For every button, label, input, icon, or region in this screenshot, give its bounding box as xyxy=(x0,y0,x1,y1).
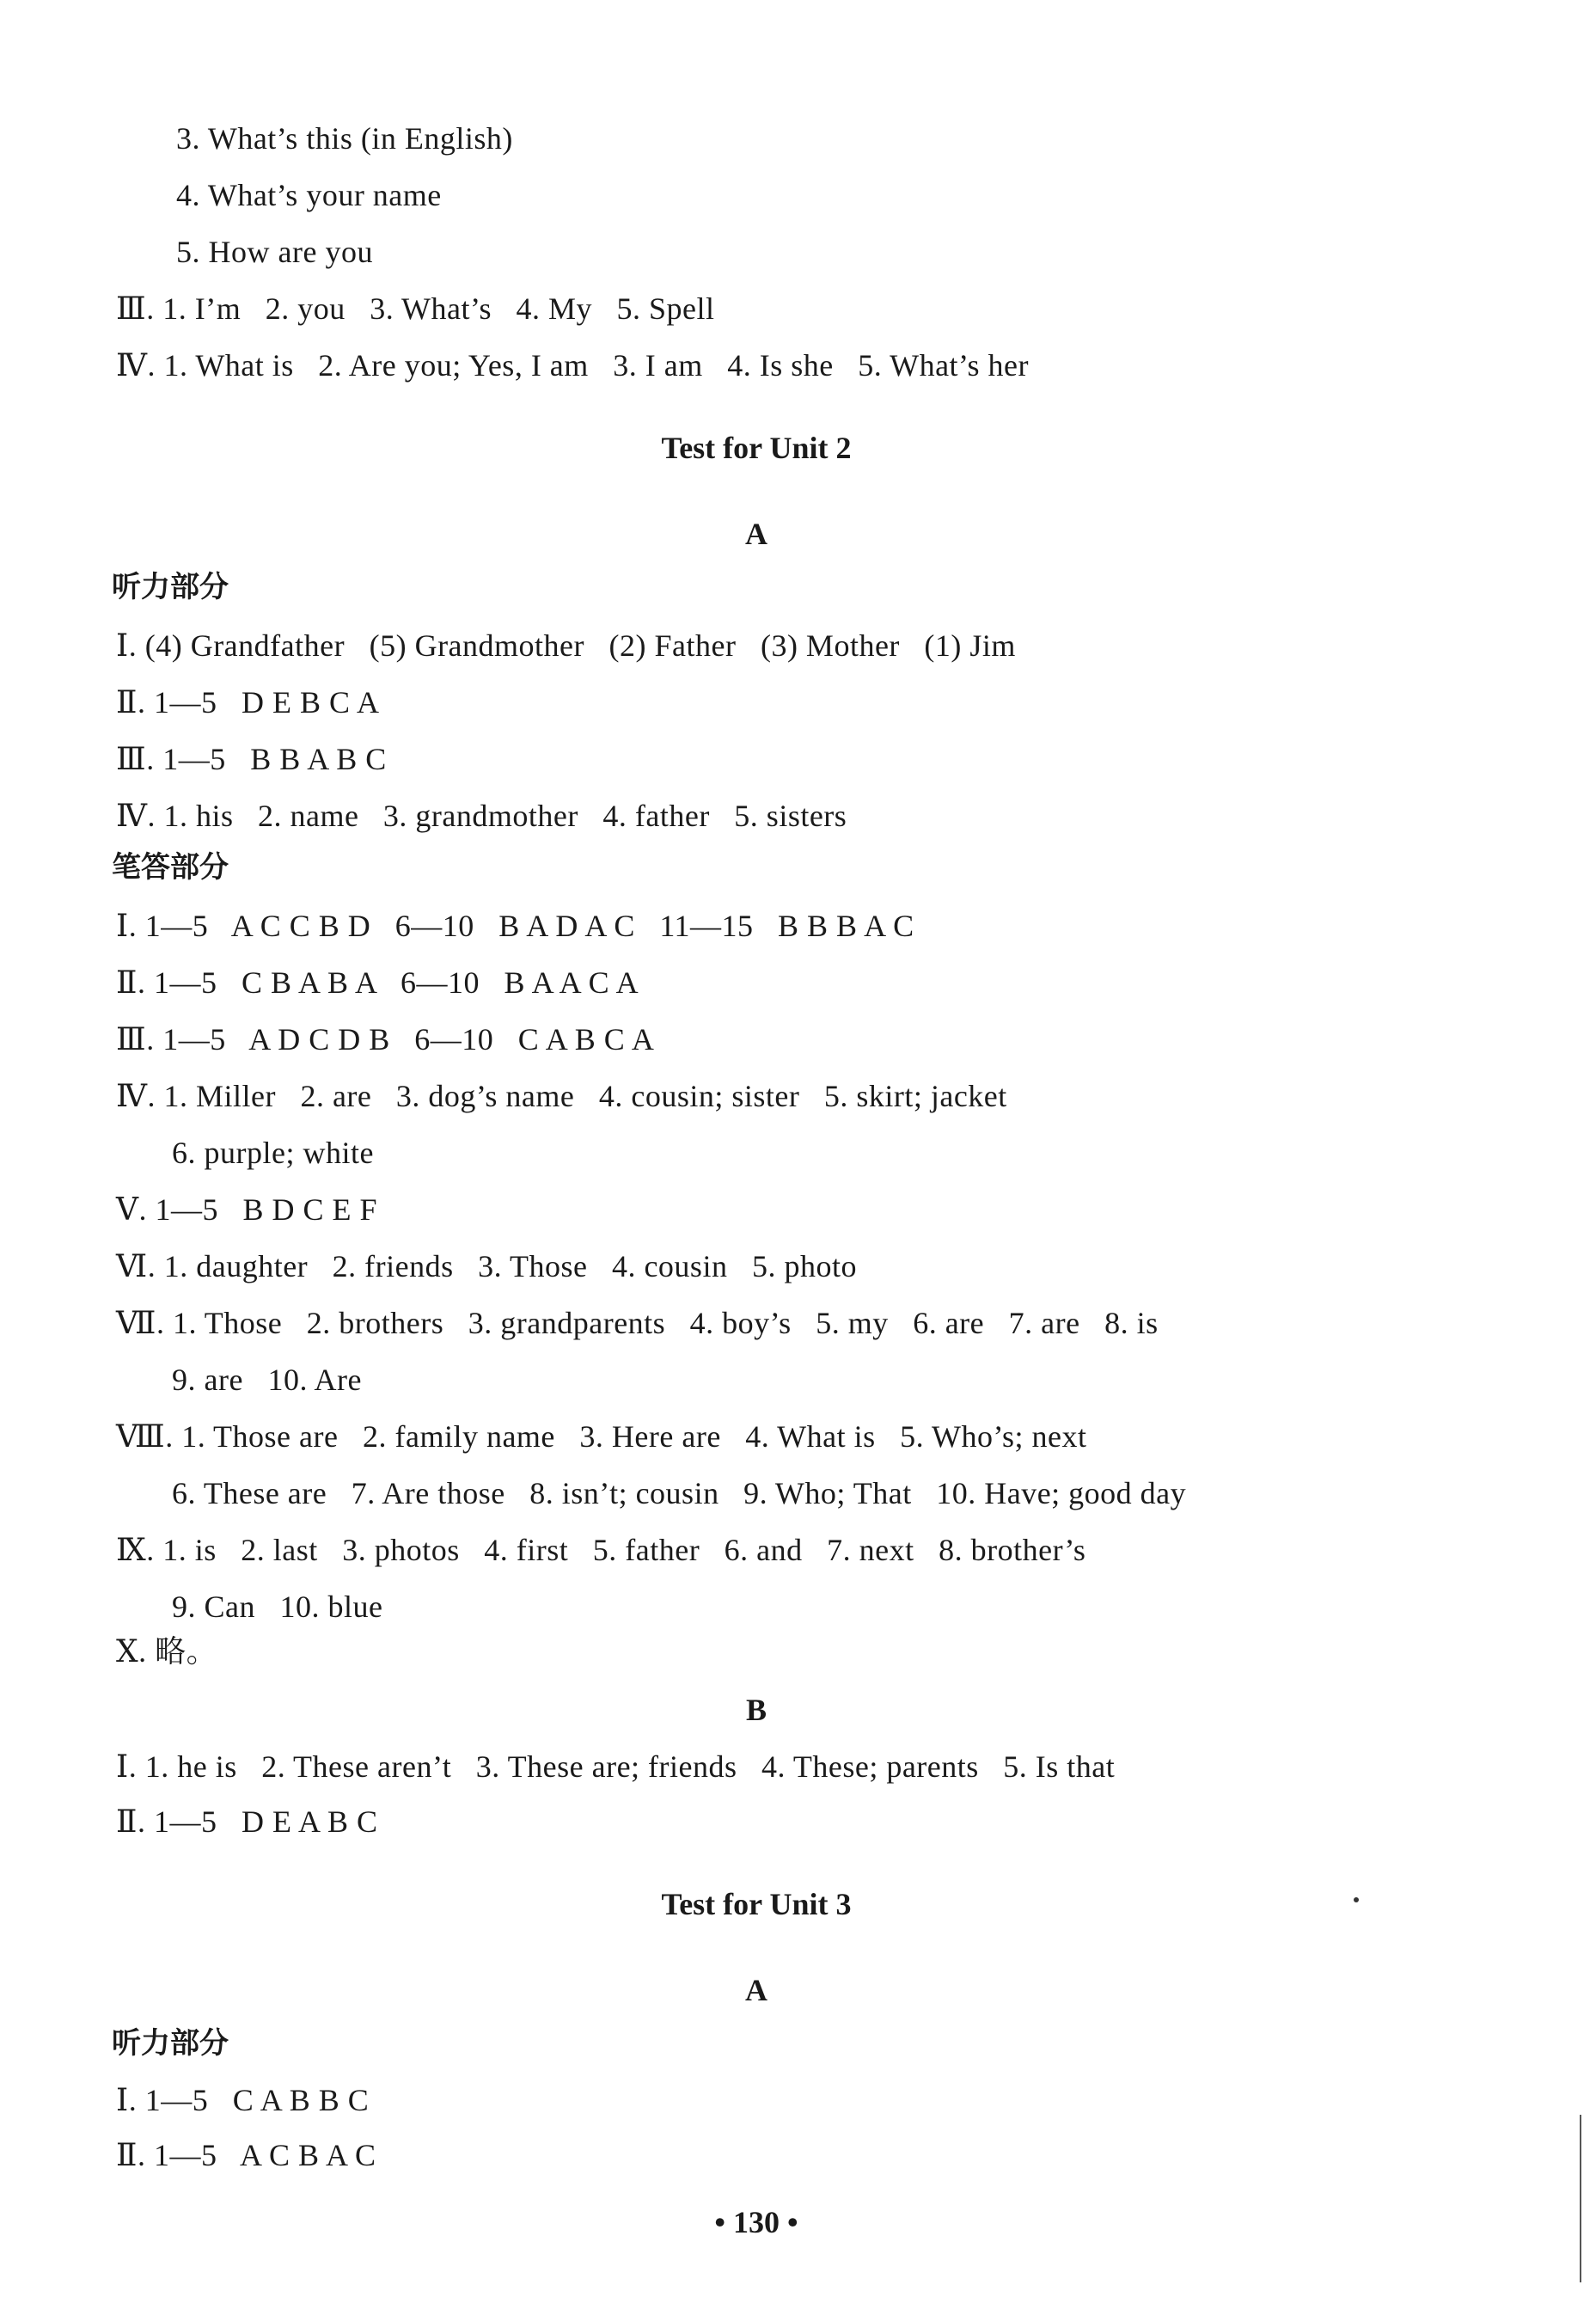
answer-line: 4. What’s your name xyxy=(176,178,442,212)
answer-line: Ⅲ. 1—5 B B A B C xyxy=(116,742,387,776)
edge-rule xyxy=(1580,2115,1581,2282)
part-heading: A xyxy=(745,517,767,551)
answer-line: Ⅵ. 1. daughter 2. friends 3. Those 4. cousin 5. photo xyxy=(116,1249,857,1283)
answer-line: Ⅳ. 1. his 2. name 3. grandmother 4. father 5. sisters xyxy=(116,799,847,833)
answer-line: 9. Can 10. blue xyxy=(172,1590,383,1624)
answer-line: 6. These are 7. Are those 8. isn’t; cousin 9. Who; That 10. Have; good day xyxy=(172,1476,1187,1510)
unit-title: Test for Unit 3 xyxy=(661,1887,852,1921)
answer-line: Ⅱ. 1—5 C B A B A 6—10 B A A C A xyxy=(116,965,639,1000)
answer-line: Ⅱ. 1—5 D E A B C xyxy=(116,1804,378,1839)
answer-line: Ⅱ. 1—5 D E B C A xyxy=(116,685,380,720)
answer-line: Ⅳ. 1. What is 2. Are you; Yes, I am 3. I am 4. Is she 5. What’s her xyxy=(116,348,1030,383)
answer-line: Ⅳ. 1. Miller 2. are 3. dog’s name 4. cousin; sister 5. skirt; jacket xyxy=(116,1079,1007,1113)
unit-title: Test for Unit 2 xyxy=(661,431,852,465)
answer-line: Ⅲ. 1—5 A D C D B 6—10 C A B C A xyxy=(116,1022,655,1057)
section-label: 听力部分 xyxy=(112,2026,229,2061)
answer-line: Ⅰ. 1—5 C A B B C xyxy=(116,2083,370,2117)
part-heading: A xyxy=(745,1973,767,2007)
answer-line: Ⅷ. 1. Those are 2. family name 3. Here are 4. What is 5. Who’s; next xyxy=(116,1419,1087,1454)
answer-line: Ⅴ. 1—5 B D C E F xyxy=(116,1192,378,1227)
answer-line: Ⅱ. 1—5 A C B A C xyxy=(116,2138,376,2172)
section-label: 笔答部分 xyxy=(112,850,229,885)
answer-line: Ⅰ. (4) Grandfather (5) Grandmother (2) Father (3) Mother (1) Jim xyxy=(116,628,1016,663)
section-label: 听力部分 xyxy=(112,570,229,604)
answer-line: Ⅶ. 1. Those 2. brothers 3. grandparents 4. boy’s 5. my 6. are 7. are 8. is xyxy=(116,1306,1159,1340)
answer-line: Ⅹ. 略。 xyxy=(116,1634,218,1669)
answer-line: 9. are 10. Are xyxy=(172,1363,362,1397)
answer-line: Ⅰ. 1—5 A C C B D 6—10 B A D A C 11—15 B B B A C xyxy=(116,909,914,943)
answer-line: 3. What’s this (in English) xyxy=(176,121,513,156)
answer-line: Ⅲ. 1. I’m 2. you 3. What’s 4. My 5. Spell xyxy=(116,291,715,326)
page-number: • 130 • xyxy=(714,2205,798,2239)
answer-line: Ⅸ. 1. is 2. last 3. photos 4. first 5. father 6. and 7. next 8. brother’s xyxy=(116,1533,1086,1567)
answer-line: 5. How are you xyxy=(176,235,373,269)
answer-line: Ⅰ. 1. he is 2. These aren’t 3. These are; friends 4. These; parents 5. Is that xyxy=(116,1749,1116,1784)
answer-line: 6. purple; white xyxy=(172,1136,374,1170)
part-heading: B xyxy=(745,1693,767,1727)
stray-dot xyxy=(1354,1897,1359,1902)
